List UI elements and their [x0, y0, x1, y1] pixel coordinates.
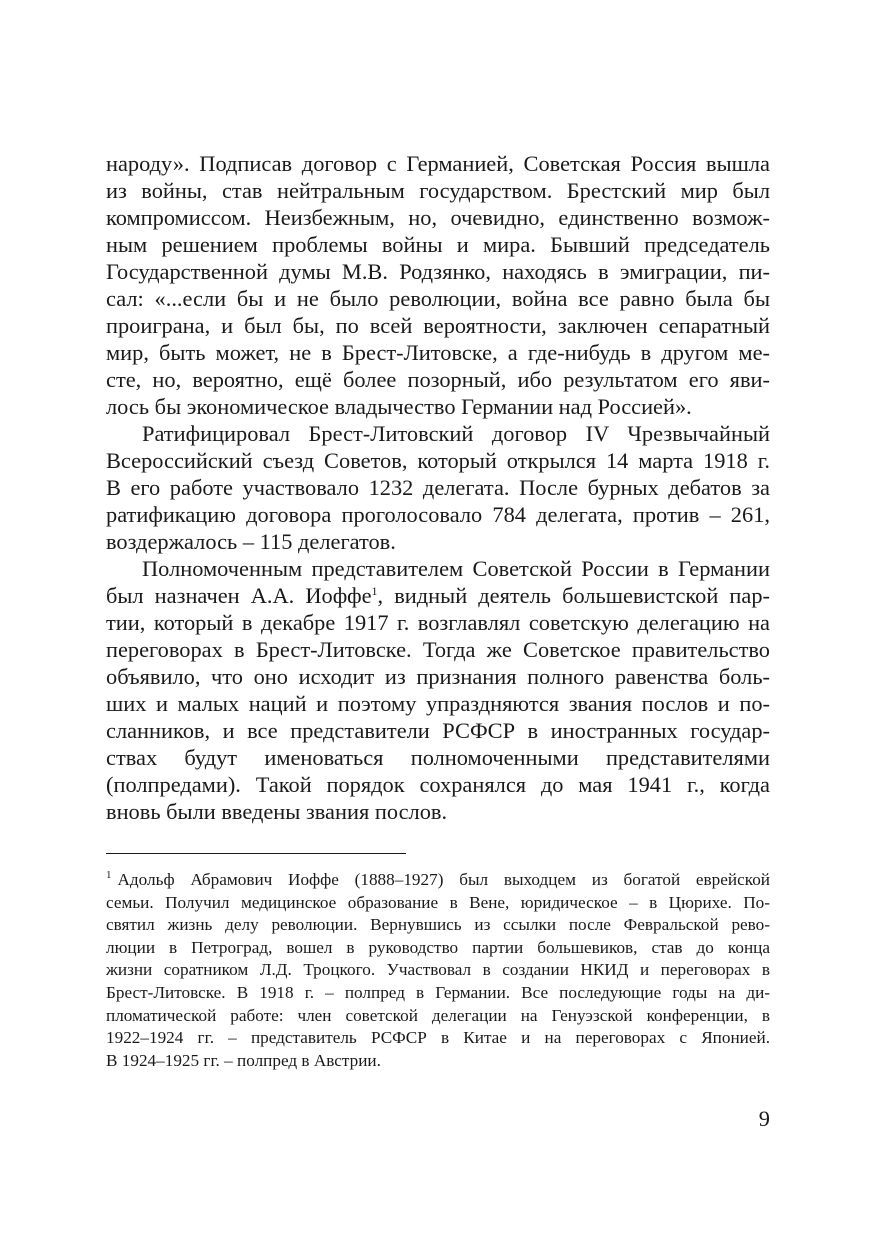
- footnote-line: В 1924–1925 гг. – полпред в Австрии.: [106, 1050, 381, 1070]
- text-line: ствах будут именоваться полномоченными представителями: [106, 745, 770, 770]
- text-line: объявило, что оно исходит из признания полного равенства боль-: [106, 664, 770, 689]
- text-line: из войны, став нейтральным государством. Брестский мир был: [106, 178, 770, 203]
- text-line: мир, быть может, не в Брест-Литовске, а где-нибудь в другом ме-: [106, 340, 770, 365]
- footnote-divider: [106, 853, 406, 854]
- text-line: сте, но, вероятно, ещё более позорный, ибо результатом его яви-: [106, 367, 770, 392]
- text-line: переговорах в Брест-Литовске. Тогда же Советское правительство: [106, 637, 770, 662]
- text-line-with-footnote-ref: [106, 582, 770, 609]
- text-line: Всероссийский съезд Советов, который открылся 14 марта 1918 г.: [106, 448, 770, 473]
- footnote-line: пломатической работе: член советской делегации на Генуэзской конференции, в: [106, 1005, 770, 1025]
- text-line: компромиссом. Неизбежным, но, очевидно, единственно возмож-: [106, 205, 770, 230]
- footnote-mark: 1: [106, 869, 112, 881]
- text-line: ратификацию договора проголосовало 784 делегата, против – 261,: [106, 502, 770, 527]
- text-line: сланников, и все представители РСФСР в иностранных государ-: [106, 718, 770, 743]
- text-fragment: был назначен А.А. Иоффе: [106, 583, 372, 608]
- text-line: ших и малых наций и поэтому упраздняются звания послов и по-: [106, 691, 770, 716]
- footnote-line: святил жизнь делу революции. Вернувшись из ссылки после Февральской рево-: [106, 915, 770, 935]
- text-line: воздержалось – 115 делегатов.: [106, 529, 396, 554]
- text-line: проиграна, и был бы, по всей вероятности, заключен сепаратный: [106, 313, 770, 338]
- main-text: [106, 150, 770, 825]
- text-line: тии, который в декабре 1917 г. возглавлял советскую делегацию на: [106, 610, 770, 635]
- text-line: ным решением проблемы войны и мира. Бывший председатель: [106, 232, 770, 257]
- text-line: (полпредами). Такой порядок сохранялся до мая 1941 г., когда: [106, 772, 770, 797]
- footnote-text: Адольф Абрамович Иоффе (1888–1927) был выходцем из богатой еврейской: [117, 870, 770, 889]
- paragraph-3: [106, 555, 770, 825]
- text-line: Государственной думы М.В. Родзянко, находясь в эмиграции, пи-: [106, 259, 770, 284]
- footnote-line: Брест-Литовске. В 1918 г. – полпред в Германии. Все последующие годы на ди-: [106, 982, 770, 1002]
- text-line: Полномоченным представителем Советской России в Германии: [142, 556, 770, 581]
- page-number: 9: [758, 1106, 770, 1131]
- footnote-line: семьи. Получил медицинское образование в Вене, юридическое – в Цюрихе. По-: [106, 892, 770, 912]
- text-line: В его работе участвовало 1232 делегата. После бурных дебатов за: [106, 475, 770, 500]
- footnote-line: 1922–1924 гг. – представитель РСФСР в Китае и на переговорах с Японией.: [106, 1028, 770, 1048]
- text-fragment: , видный деятель большевистской пар-: [377, 583, 770, 608]
- footnote-line: [106, 869, 770, 892]
- text-line: лось бы экономическое владычество Германии над Россией».: [106, 394, 692, 419]
- footnote-reference[interactable]: 1: [371, 584, 378, 598]
- footnote-line: жизни соратником Л.Д. Троцкого. Участвовал в создании НКИД и переговорах в: [106, 960, 770, 980]
- paragraph-2: [106, 420, 770, 555]
- text-line: Ратифицировал Брест-Литовский договор IV Чрезвычайный: [142, 421, 770, 446]
- text-line: сал: «...если бы и не было революции, война все равно была бы: [106, 286, 770, 311]
- text-line: народу». Подписав договор с Германией, Советская Россия вышла: [106, 151, 770, 176]
- footnote-line: люции в Петроград, вошел в руководство партии большевиков, став до конца: [106, 937, 770, 957]
- text-line: вновь были введены звания послов.: [106, 799, 448, 824]
- footnote-1: [106, 869, 770, 1072]
- paragraph-1: [106, 150, 770, 420]
